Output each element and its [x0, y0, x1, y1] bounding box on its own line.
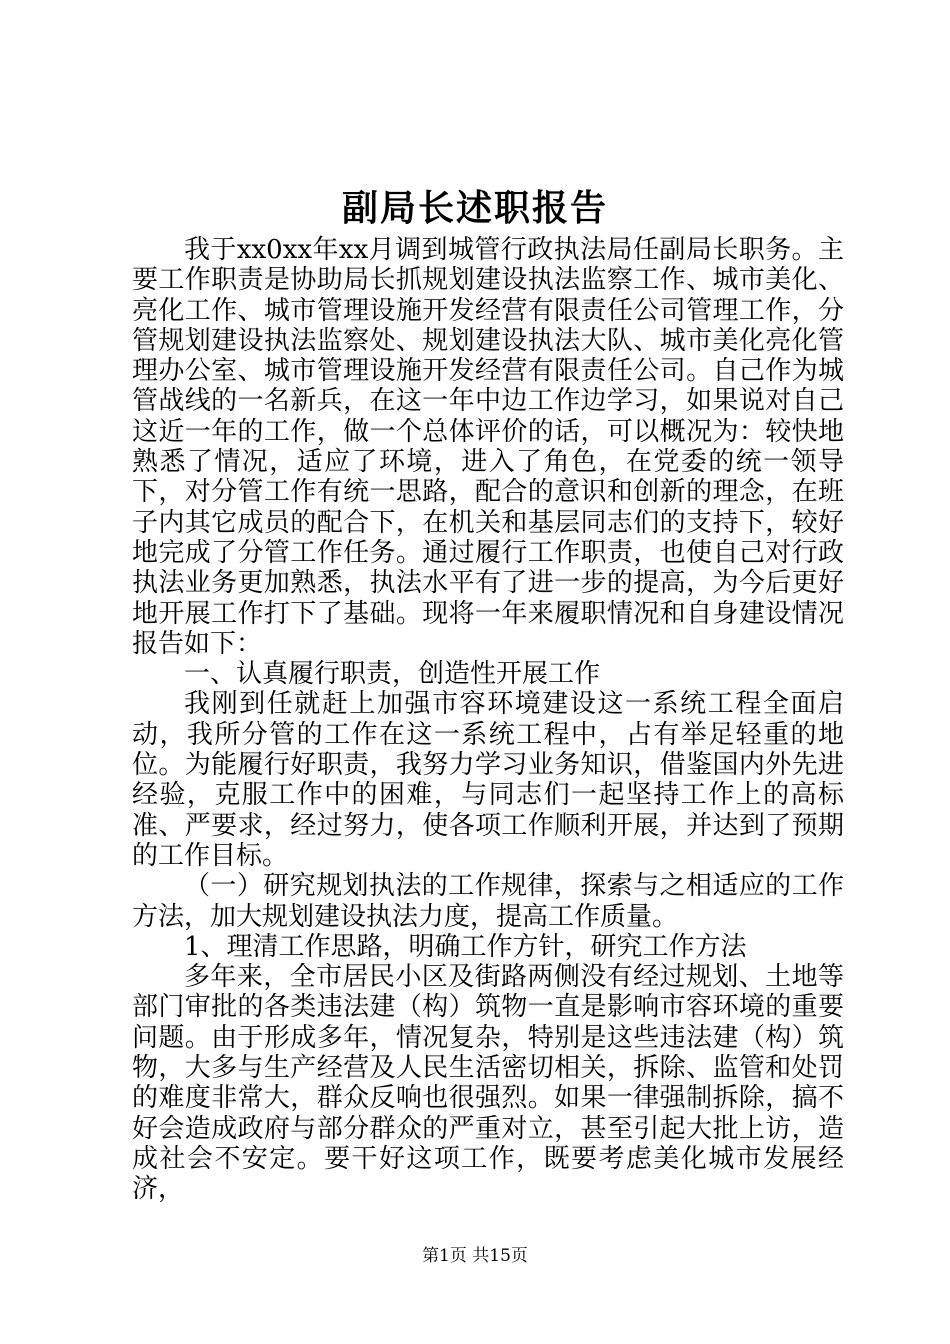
paragraph: 多年来，全市居民小区及街路两侧没有经过规划、土地等部门审批的各类违法建（构）筑物一直是影响市容环境的重要问题。由于形成多年，情况复杂，特别是这些违法建（构）筑物，大多与生产经营及人民生活密切相关，拆除、监管和处罚的难度非常大，群众反响也很强烈。如果一律强制拆除，搞不好会造成政府与部分群众的严重对立，甚至引起大批上访，造成社会不安定。要干好这项工作，既要考虑美化城市发展经济， — [132, 962, 844, 1205]
paragraph: 我刚到任就赶上加强市容环境建设这一系统工程全面启动，我所分管的工作在这一系统工程中，占有举足轻重的地位。为能履行好职责，我努力学习业务知识，借鉴国内外先进经验，克服工作中的困难，与同志们一起坚持工作上的高标准、严要求，经过努力，使各项工作顺利开展，并达到了预期的工作目标。 — [132, 689, 844, 871]
page-footer: 第1页 共15页 — [422, 1246, 528, 1266]
item-heading: 1、理清工作思路，明确工作方针，研究工作方法 — [184, 931, 747, 962]
document-title: 副局长述职报告 — [341, 187, 608, 229]
document-body — [132, 235, 844, 1205]
section-heading: 一、认真履行职责，创造性开展工作 — [184, 659, 601, 690]
subsection-heading: （一）研究规划执法的工作规律，探索与之相适应的工作方法，加大规划建设执法力度，提高工作质量。 — [132, 871, 844, 932]
paragraph: 我于xx0xx年xx月调到城管行政执法局任副局长职务。主要工作职责是协助局长抓规划建设执法监察工作、城市美化、亮化工作、城市管理设施开发经营有限责任公司管理工作，分管规划建设执法监察处、规划建设执法大队、城市美化亮化管理办公室、城市管理设施开发经营有限责任公司。自己作为城管战线的一名新兵，在这一年中边工作边学习，如果说对自己这近一年的工作，做一个总体评价的话，可以概况为：较快地熟悉了情况，适应了环境，进入了角色，在党委的统一领导下，对分管工作有统一思路，配合的意识和创新的理念，在班子内其它成员的配合下，在机关和基层同志们的支持下，较好地完成了分管工作任务。通过履行工作职责，也使自己对行政执法业务更加熟悉，执法水平有了进一步的提高，为今后更好地开展工作打下了基础。现将一年来履职情况和自身建设情况报告如下： — [132, 235, 844, 659]
